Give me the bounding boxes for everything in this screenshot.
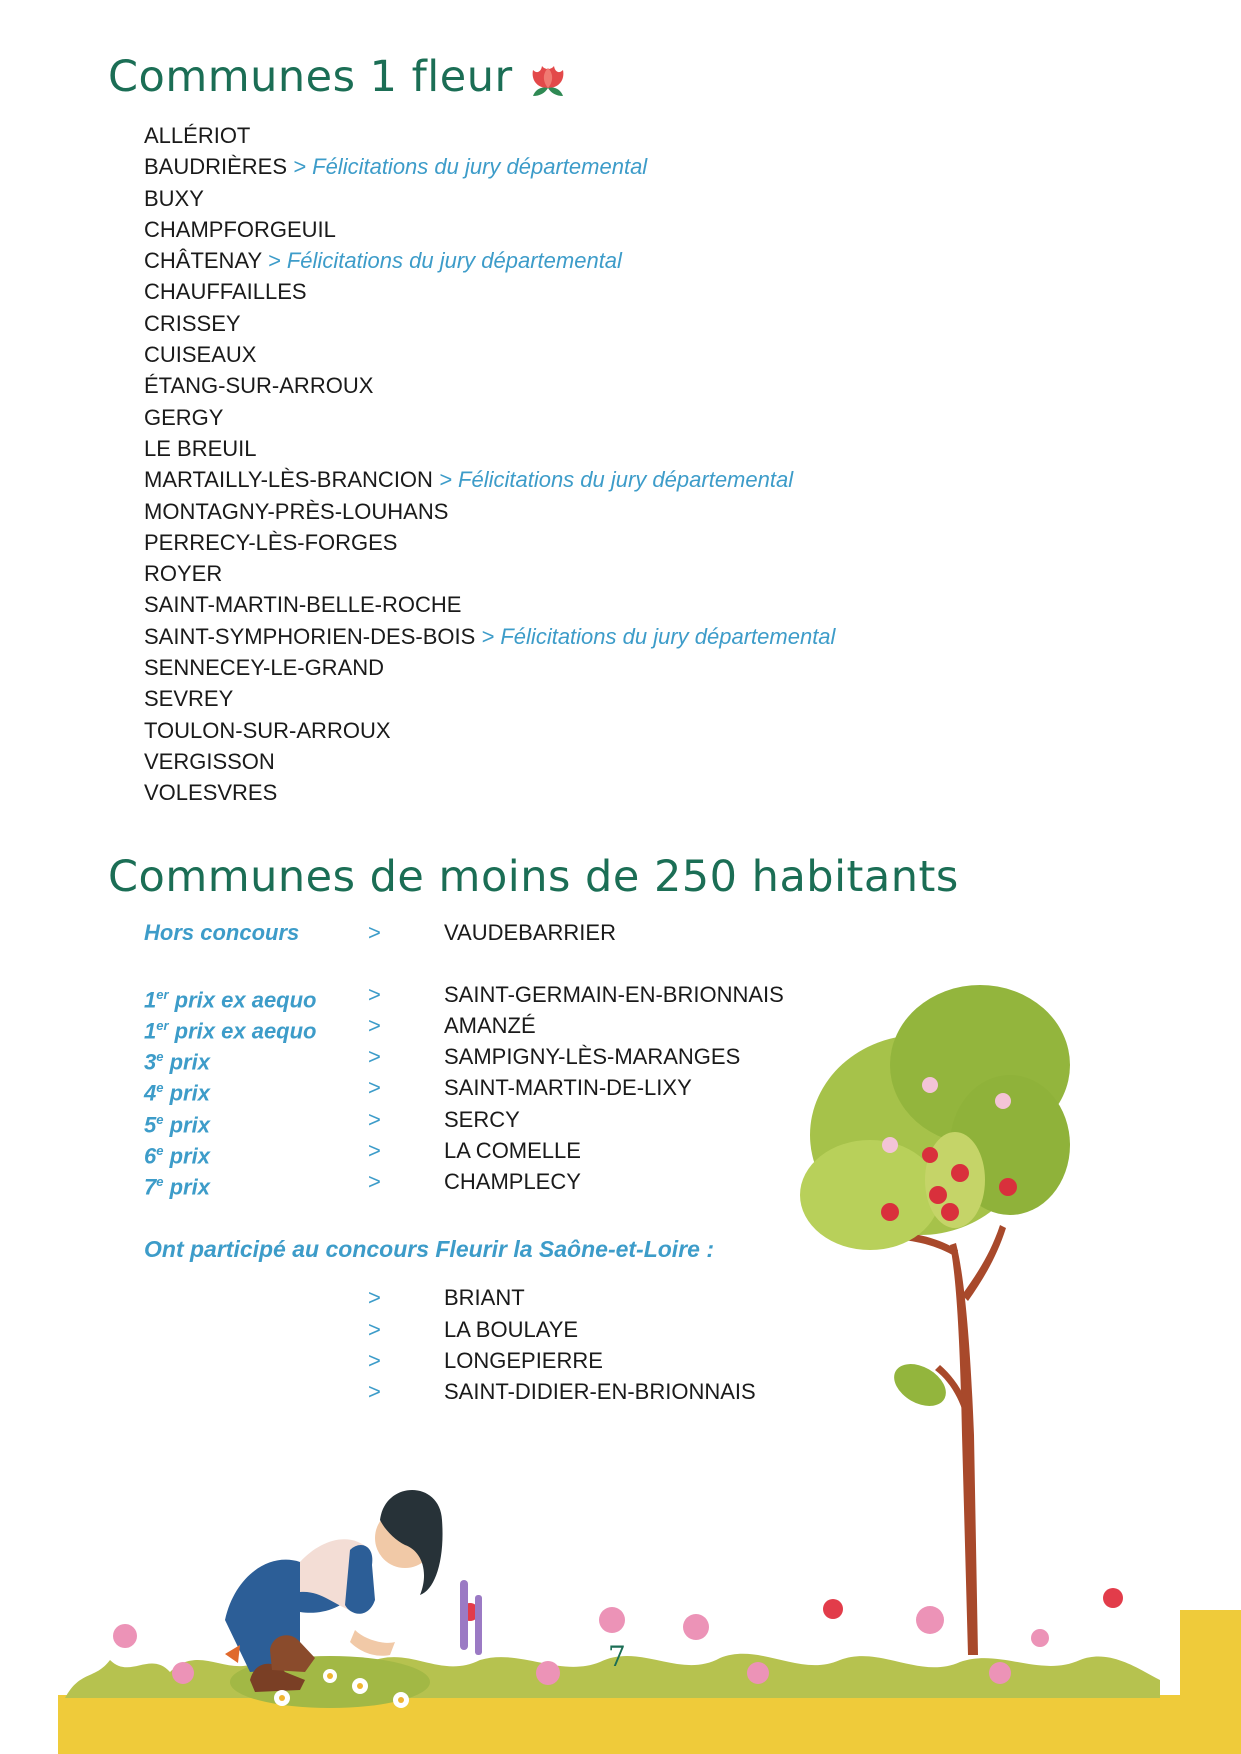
commune-name: ALLÉRIOT (144, 123, 251, 148)
commune-name: SAMPIGNY-LÈS-MARANGES (444, 1044, 741, 1069)
commune-name: VERGISSON (144, 748, 275, 774)
rank-suffix: e (156, 1080, 164, 1095)
rank-suffix: er (156, 1018, 169, 1033)
commune-name: LONGEPIERRE (444, 1348, 603, 1373)
rank-number: 6 (144, 1143, 157, 1169)
rank-text: prix (163, 1049, 210, 1075)
prize-row (0, 1104, 900, 1138)
rank-text: prix (163, 1112, 210, 1138)
arrow-glyph: > (368, 1379, 381, 1404)
section-title-small-communes: Communes de moins de 250 habitants (108, 852, 959, 902)
one-flower-commune-list (144, 120, 835, 809)
commune-name: SAINT-GERMAIN-EN-BRIONNAIS (444, 982, 784, 1007)
commune-name: SENNECEY-LE-GRAND (144, 655, 385, 681)
rank-suffix: e (156, 1112, 164, 1127)
commune-item (144, 183, 835, 214)
commune-item (144, 276, 835, 307)
participants-heading: Ont participé au concours Fleurir la Saône-et-Loire : (144, 1236, 714, 1262)
arrow-glyph: > (368, 1013, 381, 1038)
commune-item (144, 558, 835, 589)
rank-text: prix (163, 1080, 210, 1106)
commune-name: TOULON-SUR-ARROUX (144, 717, 391, 743)
commune-item (144, 151, 835, 182)
jury-commendation: > Félicitations du jury départemental (293, 154, 648, 180)
commune-name: ÉTANG-SUR-ARROUX (144, 373, 374, 399)
commune-item (144, 652, 835, 683)
commune-name: MONTAGNY-PRÈS-LOUHANS (144, 498, 449, 524)
rank-text: prix ex aequo (168, 1018, 317, 1044)
arrow-glyph: > (368, 1044, 381, 1069)
prize-row (0, 1010, 900, 1044)
commune-item (144, 683, 835, 714)
arrow-glyph: > (368, 1075, 381, 1100)
jury-commendation: > Félicitations du jury départemental (481, 623, 836, 649)
commune-name: BUXY (144, 185, 204, 211)
commune-name: VAUDEBARRIER (444, 920, 616, 945)
arrow-glyph: > (368, 1169, 381, 1194)
arrow-glyph: > (368, 1285, 381, 1310)
commune-item (144, 308, 835, 339)
rank-suffix: e (156, 1143, 164, 1158)
commune-item (144, 214, 835, 245)
commune-name: SAINT-MARTIN-BELLE-ROCHE (144, 592, 462, 618)
commune-name: BAUDRIÈRES (144, 154, 288, 180)
red-flower-icon (527, 60, 569, 100)
commune-name: SAINT-DIDIER-EN-BRIONNAIS (444, 1379, 756, 1404)
rank-suffix: e (156, 1049, 164, 1064)
prize-row (0, 1041, 900, 1075)
section-title-one-flower: Communes 1 fleur (108, 52, 513, 102)
commune-name: ROYER (144, 561, 223, 587)
commune-name: LE BREUIL (144, 435, 257, 461)
commune-name: CUISEAUX (144, 342, 257, 368)
arrow-glyph: > (368, 1138, 381, 1163)
commune-item (144, 715, 835, 746)
rank-number: 3 (144, 1049, 157, 1075)
commune-item (144, 370, 835, 401)
rank-text: prix (163, 1174, 210, 1200)
commune-item (144, 402, 835, 433)
rank-number: 5 (144, 1112, 157, 1138)
commune-item (144, 527, 835, 558)
commune-item (144, 496, 835, 527)
flower-meadow-illustration (0, 1380, 1241, 1754)
rank-number: 4 (144, 1080, 157, 1106)
commune-item (144, 120, 835, 151)
commune-name: LA BOULAYE (444, 1317, 579, 1342)
jury-commendation: > Félicitations du jury départemental (439, 467, 794, 493)
jury-commendation: > Félicitations du jury départemental (267, 248, 622, 274)
prize-row (0, 979, 900, 1013)
commune-name: SEVREY (144, 686, 234, 712)
commune-item (144, 339, 835, 370)
arrow-glyph: > (368, 982, 381, 1007)
arrow-glyph: > (368, 1317, 381, 1342)
rank-suffix: er (156, 987, 169, 1002)
commune-name: LA COMELLE (444, 1138, 581, 1163)
commune-item (144, 746, 835, 777)
commune-name: MARTAILLY-LÈS-BRANCION (144, 467, 433, 493)
rank-label (144, 1166, 210, 1202)
commune-item (144, 464, 835, 495)
commune-name: GERGY (144, 404, 224, 430)
arrow-glyph: > (368, 1348, 381, 1373)
commune-item (144, 777, 835, 808)
participant-row (0, 1345, 900, 1376)
rank-number: 1 (144, 1018, 157, 1044)
commune-name: CHÂTENAY (144, 248, 262, 274)
hors-concours-row (0, 917, 900, 948)
arrow-glyph: > (368, 920, 381, 945)
prize-row (0, 1166, 900, 1200)
commune-name: AMANZÉ (444, 1013, 536, 1038)
prize-row (0, 1135, 900, 1169)
commune-name: CHAMPFORGEUIL (144, 216, 336, 242)
commune-name: SERCY (444, 1107, 520, 1132)
commune-name: PERRECY-LÈS-FORGES (144, 529, 398, 555)
commune-item (144, 433, 835, 464)
arrow-glyph: > (368, 1107, 381, 1132)
rank-number: 7 (144, 1174, 157, 1200)
commune-item (144, 621, 835, 652)
participant-row (0, 1282, 900, 1313)
rank-label (144, 1072, 210, 1108)
commune-name: SAINT-MARTIN-DE-LIXY (444, 1075, 692, 1100)
commune-name: CHAMPLECY (444, 1169, 581, 1194)
commune-name: BRIANT (444, 1285, 525, 1310)
commune-item (144, 245, 835, 276)
commune-item (144, 589, 835, 620)
rank-number: 1 (144, 987, 157, 1013)
commune-name: VOLESVRES (144, 780, 278, 806)
participant-row (0, 1314, 900, 1345)
prize-row (0, 1072, 900, 1106)
commune-name: SAINT-SYMPHORIEN-DES-BOIS (144, 623, 476, 649)
commune-name: CHAUFFAILLES (144, 279, 307, 305)
rank-text: prix (163, 1143, 210, 1169)
page-number: 7 (608, 1640, 626, 1673)
rank-label: Hors concours (144, 920, 300, 945)
rank-text: prix ex aequo (168, 987, 317, 1013)
commune-name: CRISSEY (144, 310, 241, 336)
rank-suffix: e (156, 1174, 164, 1189)
